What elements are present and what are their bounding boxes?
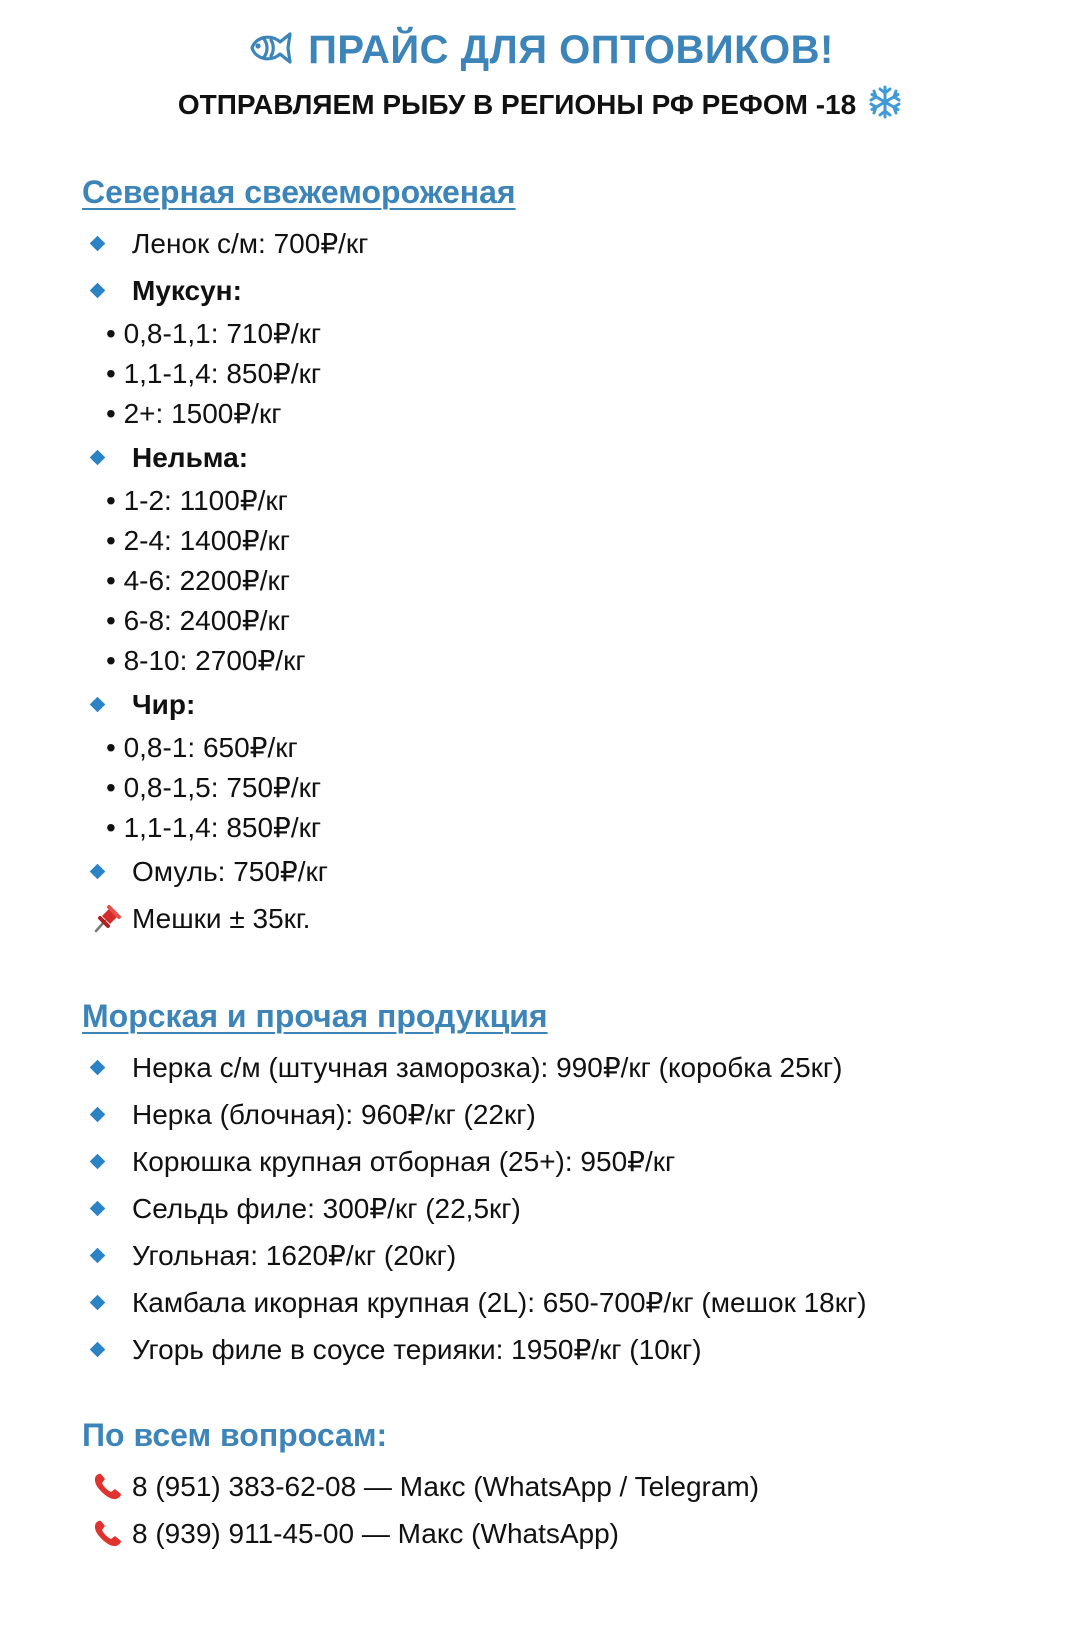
list-item <box>82 1091 1042 1138</box>
list-item <box>82 848 1042 895</box>
item-text: Ленок с/м: 700₽/кг <box>132 227 369 259</box>
section-title-marine: Морская и прочая продукция <box>82 998 548 1034</box>
item-heading: Чир: <box>132 688 196 720</box>
item-text: Корюшка крупная отборная (25+): 950₽/кг <box>132 1145 676 1177</box>
diamond-bullet-icon <box>82 1156 132 1167</box>
contact-text[interactable]: 8 (939) 911-45-00 — Макс (WhatsApp) <box>132 1517 620 1549</box>
diamond-bullet-icon <box>82 1062 132 1073</box>
item-text: Камбала икорная крупная (2L): 650-700₽/кг (мешок 18кг) <box>132 1286 867 1318</box>
contact-text[interactable]: 8 (951) 383-62-08 — Макс (WhatsApp / Telegram) <box>132 1470 760 1502</box>
diamond-bullet-icon <box>82 1250 132 1261</box>
section-title-contacts: По всем вопросам: <box>82 1417 388 1453</box>
list-item <box>82 1185 1042 1232</box>
diamond-bullet-icon <box>82 285 132 296</box>
contact-line <box>82 1510 1042 1557</box>
item-heading: Нельма: <box>132 441 249 473</box>
sub-item: • 8-10: 2700₽/кг <box>106 645 306 676</box>
diamond-bullet-icon <box>82 238 132 249</box>
spacer <box>82 942 1042 994</box>
item-text: Нерка с/м (штучная заморозка): 990₽/кг (коробка 25кг) <box>132 1051 843 1083</box>
contact-line <box>82 1463 1042 1510</box>
item-text: Сельдь филе: 300₽/кг (22,5кг) <box>132 1192 521 1224</box>
snowflake-icon <box>868 85 902 124</box>
list-item <box>82 681 1042 728</box>
list-item <box>82 220 1042 267</box>
sub-item: • 0,8-1,1: 710₽/кг <box>106 318 322 349</box>
sub-item: • 1,1-1,4: 850₽/кг <box>106 812 322 843</box>
phone-icon <box>82 1519 132 1549</box>
diamond-bullet-icon <box>82 699 132 710</box>
diamond-bullet-icon <box>82 1203 132 1214</box>
header <box>0 28 1080 124</box>
item-text: Мешки ± 35кг. <box>132 902 311 934</box>
diamond-bullet-icon <box>82 1297 132 1308</box>
item-text: Угольная: 1620₽/кг (20кг) <box>132 1239 457 1271</box>
item-text: Угорь филе в соусе терияки: 1950₽/кг (10кг) <box>132 1333 702 1365</box>
section-title-northern: Северная свежемороженая <box>82 174 516 210</box>
diamond-bullet-icon <box>82 1344 132 1355</box>
phone-icon <box>82 1472 132 1502</box>
sub-item: • 2+: 1500₽/кг <box>106 398 282 429</box>
diamond-bullet-icon <box>82 452 132 463</box>
page-title: ПРАЙС ДЛЯ ОПТОВИКОВ! <box>308 28 834 72</box>
sub-item: • 4-6: 2200₽/кг <box>106 565 290 596</box>
list-item <box>82 1044 1042 1091</box>
sub-item: • 1-2: 1100₽/кг <box>106 485 288 516</box>
list-item <box>82 1326 1042 1373</box>
spacer <box>82 1373 1042 1413</box>
sub-item: • 2-4: 1400₽/кг <box>106 525 290 556</box>
title-row <box>246 28 834 73</box>
list-item <box>82 1138 1042 1185</box>
sub-item: • 6-8: 2400₽/кг <box>106 605 290 636</box>
diamond-bullet-icon <box>82 1109 132 1120</box>
sub-item: • 0,8-1: 650₽/кг <box>106 732 298 763</box>
diamond-bullet-icon <box>82 866 132 877</box>
list-item <box>82 1279 1042 1326</box>
fish-icon <box>246 28 294 73</box>
item-text: Омуль: 750₽/кг <box>132 855 328 887</box>
price-content <box>82 170 1042 1557</box>
sub-item: • 0,8-1,5: 750₽/кг <box>106 772 322 803</box>
list-item <box>82 895 1042 942</box>
item-text: Нерка (блочная): 960₽/кг (22кг) <box>132 1098 536 1130</box>
list-item <box>82 267 1042 314</box>
pushpin-icon <box>82 904 132 934</box>
list-item <box>82 434 1042 481</box>
subtitle-row <box>178 85 902 124</box>
item-heading: Муксун: <box>132 274 242 306</box>
sub-item: • 1,1-1,4: 850₽/кг <box>106 358 322 389</box>
page-subtitle: ОТПРАВЛЯЕМ РЫБУ В РЕГИОНЫ РФ РЕФОМ -18 <box>177 88 857 120</box>
list-item <box>82 1232 1042 1279</box>
